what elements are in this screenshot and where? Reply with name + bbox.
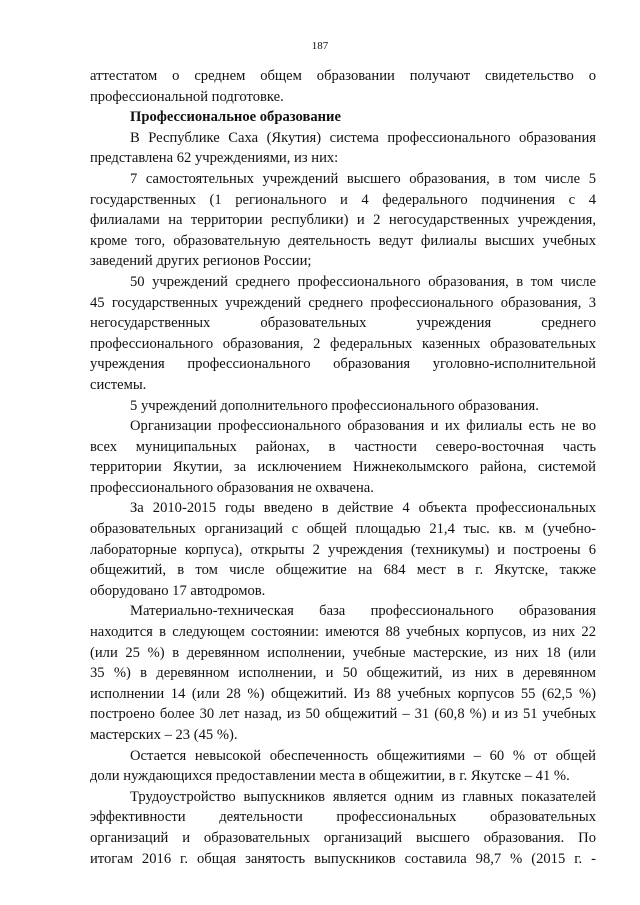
text-line: профессионального образования, 2 федеральных казенных образовательных [90,335,596,352]
text-line: (или 25 %) в деревянном исполнении, учебные мастерские, из них 18 (или [90,644,596,661]
text-line: 50 учреждений среднего профессионального образования, в том числе [130,273,596,290]
text-line: территории Якутии, за исключением Нижнеколымского района, системой [90,459,596,476]
text-line: профессионального образования не охвачена. [90,479,374,496]
text-line: кроме того, образовательную деятельность ведут филиалы высших учебных [90,232,596,249]
text-line: системы. [90,376,147,393]
text-line: аттестатом о среднем общем образовании получают свидетельство о [90,68,596,84]
text-line: профессиональной подготовке. [90,88,284,105]
text-line: Материально-техническая база профессионального образования [130,603,596,620]
text-line: В Республике Саха (Якутия) система профессионального образования [130,129,596,146]
document-body [90,66,596,869]
text-line: доли нуждающихся предоставлении места в общежитии, в г. Якутске – 41 %. [90,768,570,785]
text-line: 35 %) в деревянном исполнении, и 50 общежитий, из них в деревянном [90,665,596,682]
text-line: построено более 30 лет назад, из 50 общежитий – 31 (60,8 %) и из 51 учебных [90,706,596,723]
text-line: образовательных организаций с общей площадью 21,4 тыс. кв. м (учебно- [90,521,596,538]
text-line: 45 государственных учреждений среднего профессионального образования, 3 [90,294,596,311]
text-line: лабораторные корпуса), открыты 2 учреждения (техникумы) и построены 6 [90,541,596,558]
text-line: филиалами на территории республики) и 2 негосударственных учреждения, [90,212,596,229]
text-line: учреждения профессионального образования уголовно-исполнительной [90,356,596,373]
page-number: 187 [311,40,329,52]
text-line: исполнении 14 (или 28 %) общежитий. Из 88 учебных корпусов 55 (62,5 %) [90,685,596,702]
text-line: находится в следующем состоянии: имеются 88 учебных корпусов, из них 22 [90,624,596,641]
text-line: Трудоустройство выпускников является одним из главных показателей [130,788,596,805]
text-line: 7 самостоятельных учреждений высшего образования, в том числе 5 [130,170,596,187]
text-line: негосударственных образовательных учреждения среднего [90,315,596,332]
text-line: итогам 2016 г. общая занятость выпускников составила 98,7 % (2015 г. - [90,850,596,867]
text-line: Организации профессионального образования и их филиалы есть не во [130,418,596,435]
section-heading: Профессиональное образование [130,109,341,126]
text-line: всех муниципальных районах, в частности северо-восточная часть [90,438,596,455]
text-line: эффективности деятельности профессиональных образовательных [90,809,596,826]
text-line: За 2010-2015 годы введено в действие 4 объекта профессиональных [130,500,596,517]
text-line: оборудовано 17 автодромов. [90,582,266,599]
text-line: заведений других регионов России; [90,253,312,270]
text-line: Остается невысокой обеспеченность общежитиями – 60 % от общей [130,747,596,764]
text-line: общежитий, в том числе общежитие на 684 мест в г. Якутске, также [90,562,596,579]
text-line: государственных (1 регионального и 4 федерального подчинения с 4 [90,191,596,208]
text-line: представлена 62 учреждениями, из них: [90,150,339,167]
text-line: 5 учреждений дополнительного профессионального образования. [130,397,539,414]
text-line: организаций и образовательных организаций высшего образования. По [90,829,596,846]
text-line: мастерских – 23 (45 %). [90,727,238,743]
